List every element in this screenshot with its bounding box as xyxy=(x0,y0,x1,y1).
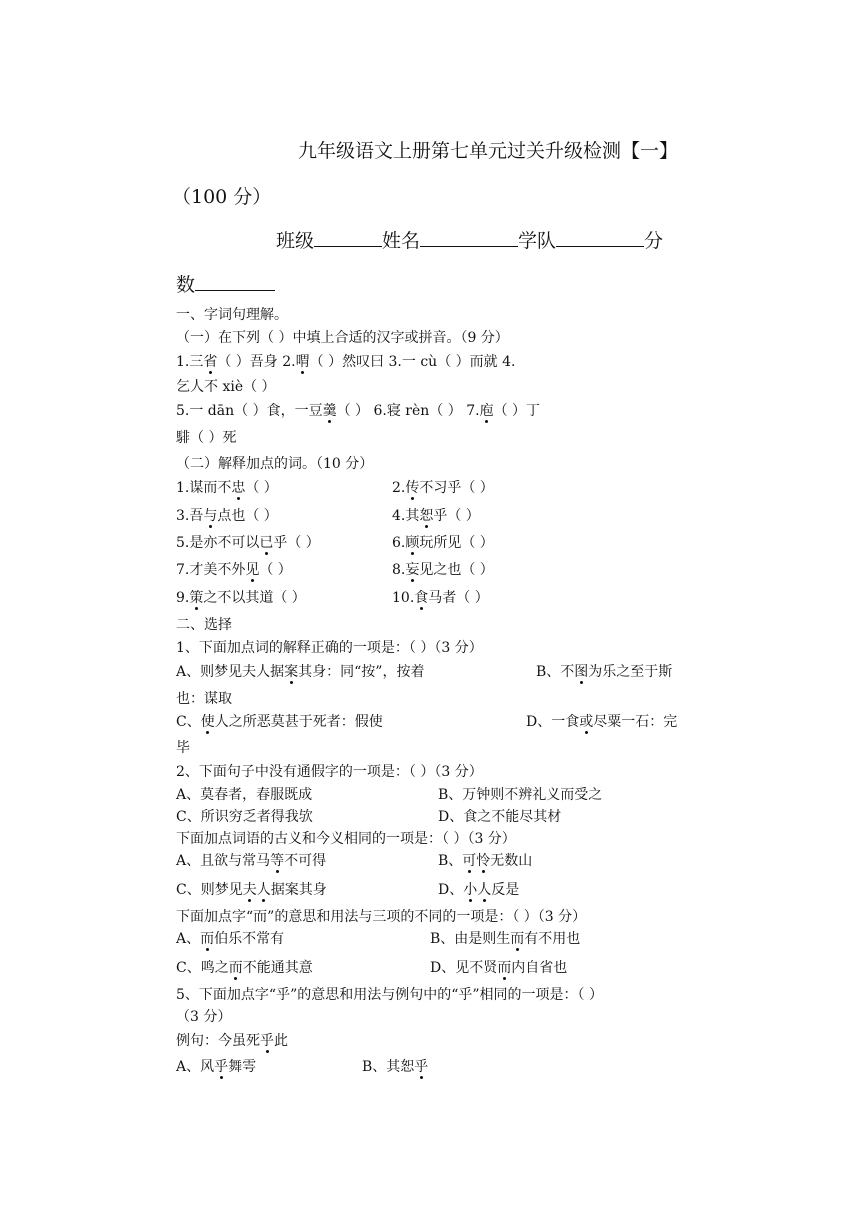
part2-item-9: 9.策之不以其道（ ） xyxy=(176,590,306,606)
q3-option-a: A、且欲与常马等不可得 xyxy=(176,853,327,869)
q2-option-b: B、万钟则不辨礼义而受之 xyxy=(438,787,603,803)
part1-line-3: 5.一 dān（ ）食，一豆羹（ ） 6.寝 rèn（ ） 7.庖（ ）丁 xyxy=(176,403,541,419)
page-title: 九年级语文上册第七单元过关升级检测【一】 xyxy=(298,140,679,162)
part2-item-8: 8.妄见之也（ ） xyxy=(392,562,494,578)
name-blank xyxy=(420,228,518,247)
score-line xyxy=(176,270,275,297)
part2-heading: （二）解释加点的词。（10 分） xyxy=(176,456,374,472)
q1-option-b: B、不图为乐之至于斯 xyxy=(536,664,673,680)
part1-line-2: 乞人不 xiè（ ） xyxy=(176,379,276,395)
part1-line-4: 騑（ ）死 xyxy=(176,430,237,446)
q5-option-a: A、风乎舞雩 xyxy=(176,1059,257,1075)
part2-item-10: 10.食马者（ ） xyxy=(392,590,489,606)
q5-example: 例句：今虽死乎此 xyxy=(176,1033,288,1049)
q3-option-b: B、可怜无数山 xyxy=(438,853,533,869)
score-label-2: 数 xyxy=(176,274,196,296)
part2-item-4: 4.其恕乎（ ） xyxy=(392,508,480,524)
q2-option-a: A、莫春者，春服既成 xyxy=(176,787,313,803)
part1-line-1: 1.三省（ ）吾身 2.喟（ ）然叹曰 3.一 cù（ ）而就 4. xyxy=(176,354,516,370)
student-info-line xyxy=(276,226,663,253)
part2-item-3: 3.吾与点也（ ） xyxy=(176,508,278,524)
q1-stem: 1、下面加点词的解释正确的一项是：（ ）（3 分） xyxy=(176,640,483,656)
part2-item-5: 5.是亦不可以已乎（ ） xyxy=(176,535,320,551)
q3-stem: 下面加点词语的古义和今义相同的一项是：（ ）（3 分） xyxy=(176,831,516,847)
q4-option-d: D、见不贤而内自省也 xyxy=(430,960,568,976)
q4-stem: 下面加点字“而”的意思和用法与三项的不同的一项是：（ ）（3 分） xyxy=(176,909,587,925)
q4-option-b: B、由是则生而有不用也 xyxy=(430,931,581,947)
q2-stem: 2、下面句子中没有通假字的一项是：（ ）（3 分） xyxy=(176,764,483,780)
q1-option-c: C、使人之所恶莫甚于死者：假使 xyxy=(176,714,383,730)
q2-option-d: D、食之不能尽其材 xyxy=(438,809,562,825)
q1-option-b-cont: 也：谋取 xyxy=(176,691,232,707)
q4-option-c: C、鸣之而不能通其意 xyxy=(176,960,313,976)
q3-option-d: D、小人反是 xyxy=(438,882,520,898)
team-blank xyxy=(556,228,644,247)
part1-heading: （一）在下列（ ）中填上合适的汉字或拼音。（9 分） xyxy=(176,330,509,346)
section1-heading: 一、字词句理解。 xyxy=(176,307,288,323)
score-label-1: 分 xyxy=(644,230,664,252)
q3-option-c: C、则梦见夫人据案其身 xyxy=(176,882,327,898)
total-score: （100 分） xyxy=(172,186,272,208)
class-blank xyxy=(314,228,382,247)
section2-heading: 二、选择 xyxy=(176,617,232,633)
part2-item-1: 1.谋而不忠（ ） xyxy=(176,480,278,496)
q1-option-d: D、一食或尽粟一石：完 xyxy=(526,714,678,730)
q5-option-b: B、其恕乎 xyxy=(362,1059,429,1075)
score-blank xyxy=(195,272,275,291)
q1-option-a: A、则梦见夫人据案其身：同“按”，按着 xyxy=(176,664,425,680)
q2-option-c: C、所识穷乏者得我欤 xyxy=(176,809,313,825)
team-label: 学队 xyxy=(518,230,557,252)
part2-item-2: 2.传不习乎（ ） xyxy=(392,480,494,496)
part2-item-6: 6.顾玩所见（ ） xyxy=(392,535,494,551)
q4-option-a: A、而伯乐不常有 xyxy=(176,931,285,947)
q1-option-d-cont: 毕 xyxy=(176,740,190,756)
class-label: 班级 xyxy=(276,230,315,252)
q5-stem-cont: （3 分） xyxy=(176,1009,232,1025)
part2-item-7: 7.才美不外见（ ） xyxy=(176,562,292,578)
name-label: 姓名 xyxy=(382,230,421,252)
q5-stem: 5、下面加点字“乎”的意思和用法与例句中的“乎”相同的一项是：（ ） xyxy=(176,987,603,1003)
